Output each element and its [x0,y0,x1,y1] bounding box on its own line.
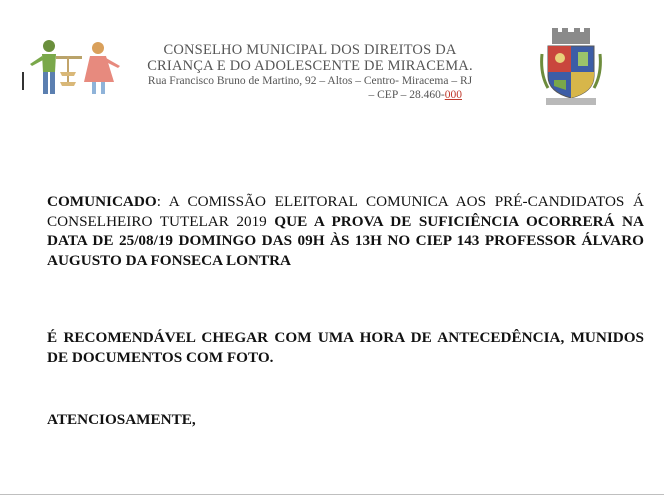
cmdca-children-logo [22,38,132,100]
org-name-line1: CONSELHO MUNICIPAL DOS DIREITOS DA [163,42,457,58]
page-bottom-rule [0,494,664,495]
address-line2 [140,88,480,102]
org-name-line2: CRIANÇA E DO ADOLESCENTE DE MIRACEMA. [147,58,473,74]
notice-label: COMUNICADO [47,193,157,210]
notice-exam-details: QUE A PROVA DE SUFICIÊNCIA OCORRERÁ NA DATA DE 25/08/19 DOMINGO DAS 09H ÀS 13H NO CIEP 143 PROFESSOR ÁLVARO AUGUSTO DA FONSECA LONTRA [47,212,644,269]
address-line1: Rua Francisco Bruno de Martino, 92 – Altos – Centro- Miracema – RJ [147,75,473,87]
notice-paragraph [47,192,644,270]
cep-prefix: – CEP – 28.460- [368,89,445,101]
miracema-coat-of-arms [540,24,602,108]
cep-suffix: 000 [444,89,462,101]
notice-intro: : A COMISSÃO ELEITORAL COMUNICA AOS PRÉ-CANDIDATOS Á CONSELHEIRO TUTELAR 2019 [47,193,644,230]
letterhead [140,42,480,102]
closing-text: ATENCIOSAMENTE, [47,411,196,428]
recommendation-paragraph: É RECOMENDÁVEL CHEGAR COM UMA HORA DE ANTECEDÊNCIA, MUNIDOS DE DOCUMENTOS COM FOTO. [47,329,644,366]
